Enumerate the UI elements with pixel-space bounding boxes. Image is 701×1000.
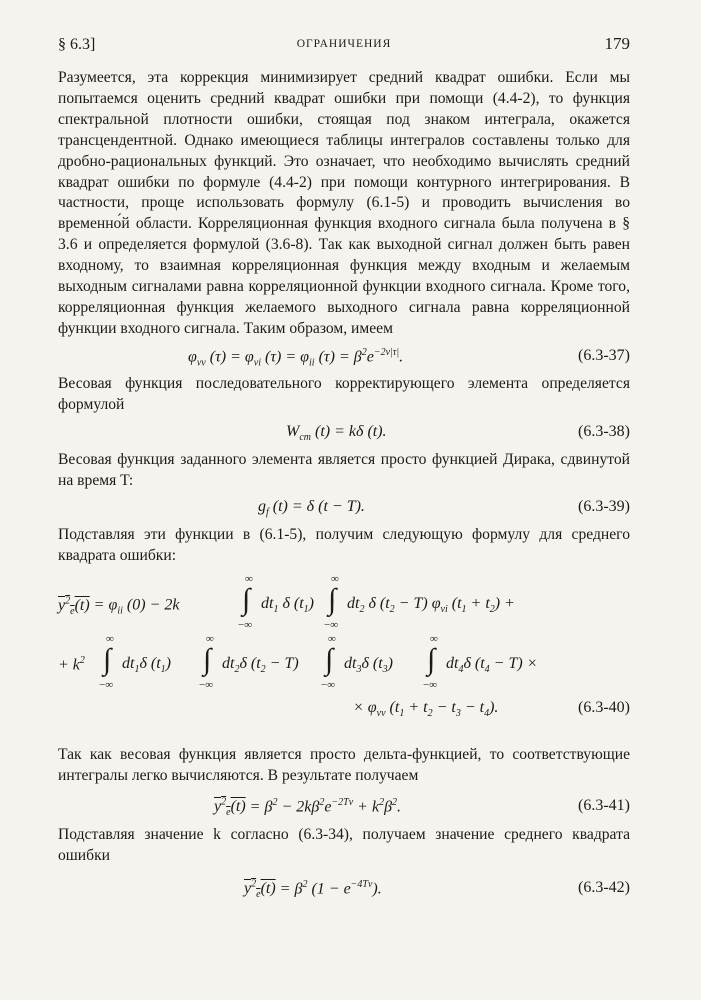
equation-6-3-37 (58, 340, 630, 374)
integral-sign: ∫ (328, 583, 337, 617)
integral-sign: ∫ (242, 583, 251, 617)
paragraph-2: Весовая функция последовательного корректирующего элемента определяется формулой (58, 374, 630, 413)
page-number: 179 (604, 34, 630, 53)
paragraph-3: Весовая функция заданного элемента является просто функцией Дирака, сдвинутой на время T: (58, 450, 630, 489)
equation-number: (6.3-42) (578, 878, 630, 896)
equation-body: $g_f$ (t) = δ (t − T). (258, 498, 365, 519)
upper-limit: ∞ (430, 633, 438, 646)
equation-number: (6.3-38) (578, 422, 630, 440)
equation-6-3-42 (58, 867, 630, 907)
equation-number: (6.3-39) (578, 498, 630, 516)
lower-limit: −∞ (199, 679, 214, 692)
upper-limit: ∞ (331, 573, 339, 586)
paragraph-6: Подставляя значение k согласно (6.3-34), получаем значение среднего квадрата ошибки (58, 826, 630, 864)
paragraph-5: Так как весовая функция является просто дельта-функцией, то соответствующие интегралы легко вычисляются. В результате получаем (58, 746, 630, 785)
equation-body: $y^2_e(t) = \beta^2$ $(1 - e^{-4T\nu})$. (244, 878, 382, 901)
lower-limit: −∞ (321, 679, 336, 692)
equation-6-3-41 (58, 787, 630, 825)
upper-limit: ∞ (328, 633, 336, 646)
equation-6-3-38 (58, 416, 630, 450)
upper-limit: ∞ (245, 573, 253, 586)
running-title: ОГРАНИЧЕНИЯ (296, 38, 392, 50)
integral-sign: ∫ (103, 643, 112, 677)
equation-number: (6.3-37) (578, 346, 630, 364)
equation-number: (6.3-41) (578, 797, 630, 815)
equation-body: $y^2_e(t) = \beta^2 - 2k\beta^2e^{-2T\nu} + k^2\beta^2$. (214, 797, 402, 819)
section-ref: § 6.3] (58, 36, 96, 53)
paragraph-4: Подставляя эти функции в (6.1-5), получим следующую формулу для среднего квадрата ошибки: (58, 526, 630, 565)
integral-sign: ∫ (203, 643, 212, 677)
upper-limit: ∞ (206, 633, 214, 646)
paragraph-1: Разумеется, эта коррекция минимизирует средний квадрат ошибки. Если мы попытаемся оценить средний квадрат ошибки при помощи (4.4-2), то функция спектральной плотности ошибки, стоящая под знаком интеграла, окажется трансцендентной. Однако имеющиеся таблицы интегралов составлены только для дробно-рациональных функций. Это означает, что необходимо вычислять средний квадрат ошибки по формуле (4.4-2) при помощи контурного интегрирования. В частности, проще использовать формулу (6.1-5) и проводить вычисления во временно́й области. Корреляционная функция входного сигнала была получена в § 3.6 и определяется формулой (3.6-8). Так как выходной сигнал должен быть равен входному, то взаимная корреляционная функция между входным и желаемым выходным сигналами равна корреляционной функции входного сигнала. Кроме того, корреляционная функция желаемого выходного сигнала равна корреляционной функции входного сигнала. Таким образом, имеем (58, 69, 630, 337)
equation-number: (6.3-40) (578, 699, 630, 717)
upper-limit: ∞ (106, 633, 114, 646)
lower-limit: −∞ (99, 679, 114, 692)
equation-6-3-39 (58, 491, 630, 525)
equation-body: $W_{cm}$ (t) = kδ (t). (286, 422, 387, 443)
lower-limit: −∞ (423, 679, 438, 692)
lower-limit: −∞ (238, 619, 253, 632)
equation-line-1: $y^2_e(t) = \varphi_{ii}$ (0) − 2k (58, 595, 180, 617)
integral-sign: ∫ (325, 643, 334, 677)
page-header (58, 30, 630, 60)
equation-line-2: + $k^2$ (58, 655, 85, 674)
equation-body: $\varphi_{vv}$ $(\tau) = \varphi_{vi}$ $(\tau) = \varphi_{ii}$ $(\tau) = \beta^2e^{-2\nu|\tau|}$. (188, 346, 404, 369)
equation-line-3: × $\varphi_{vv}$ $(t_1 + t_2 - t_3 - t_4)$. (353, 699, 499, 720)
equation-6-3-40: $y^2_e(t) = \varphi_{ii}$ (0) − 2k ∞ ∫ −∞ $dt_1$ δ $(t_1)$ ∞ ∫ −∞ $dt_2$ δ $(t_2 - T)$ $\varphi_{vi}$ $(t_1 + t_2)$ + + $k^2$ ∞ ∫ −∞ $dt_1\delta$ $(t_1)$ ∞ ∫ −∞ $dt_2\delta$ $(t_2 - T)$ ∞ ∫ −∞ $dt_3\delta$ $(t_3)$ ∞ ∫ −∞ $dt_4\delta$ $(t_4 - T)$ × × $\varphi_{vv}$ $(t_1 + t_2 - t_3 - t_4)$. (6.3-40) (58, 573, 630, 720)
page (58, 30, 630, 907)
lower-limit: −∞ (324, 619, 339, 632)
integral-sign: ∫ (427, 643, 436, 677)
